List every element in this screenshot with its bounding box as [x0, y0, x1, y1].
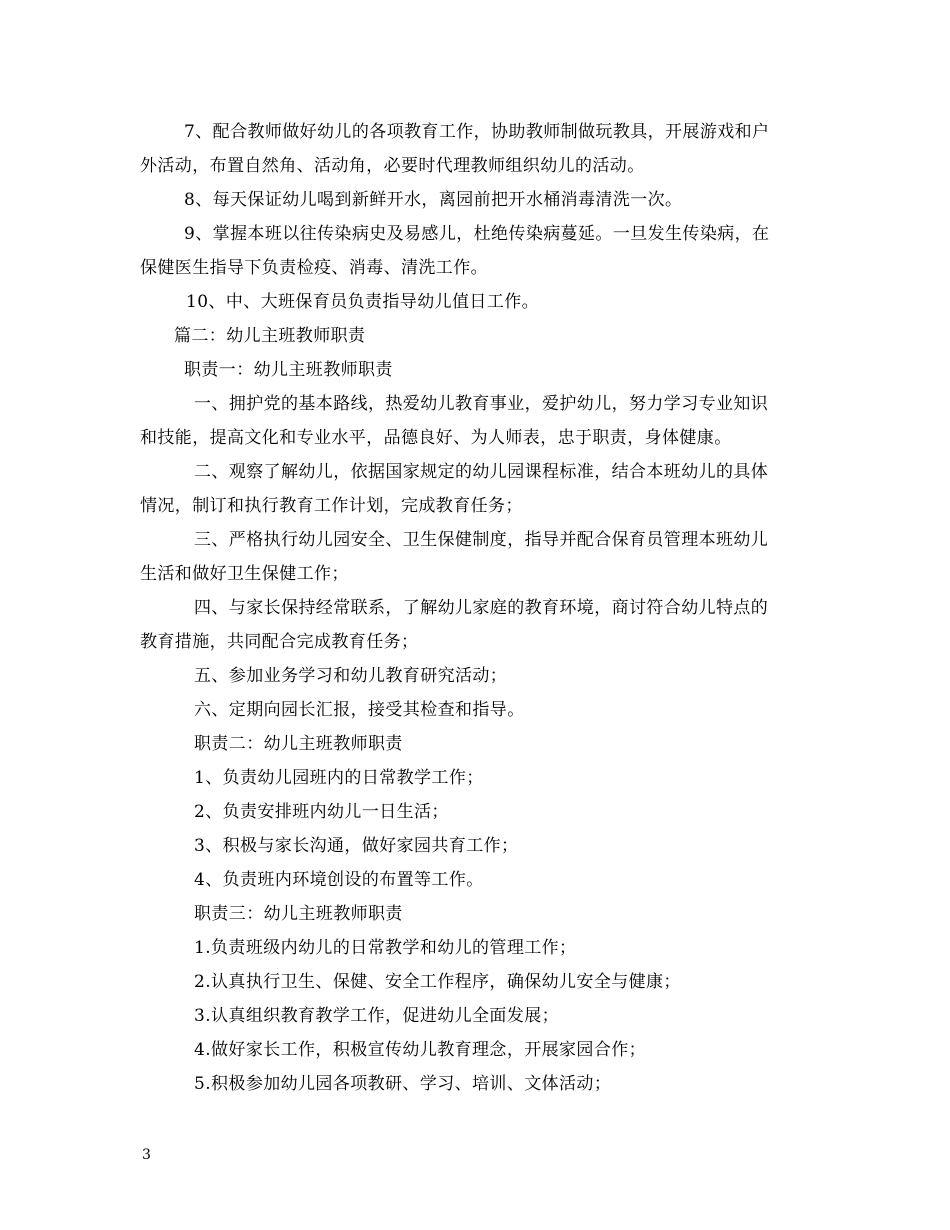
text-line: 1、负责幼儿园班内的日常教学工作； — [194, 768, 484, 788]
text-line: 情况，制订和执行教育工作计划，完成教育任务； — [140, 496, 523, 516]
text-line: 职责一：幼儿主班教师职责 — [184, 360, 393, 380]
text-line: 六、定期向园长汇报，接受其检查和指导。 — [194, 700, 525, 720]
text-line: 3.认真组织教育教学工作，促进幼儿全面发展； — [194, 1006, 560, 1026]
text-line: 2、负责安排班内幼儿一日生活； — [194, 802, 449, 822]
text-line: 生活和做好卫生保健工作； — [140, 564, 349, 584]
text-line: 9、掌握本班以往传染病史及易感儿，杜绝传染病蔓延。一旦发生传染病，在 — [184, 224, 770, 244]
text-line: 5.积极参加幼儿园各项教研、学习、培训、文体活动； — [194, 1074, 612, 1094]
text-line: 篇二：幼儿主班教师职责 — [174, 326, 366, 346]
text-line: 4.做好家长工作，积极宣传幼儿教育理念，开展家园合作； — [194, 1040, 647, 1060]
text-line: 8、每天保证幼儿喝到新鲜开水，离园前把开水桶消毒清洗一次。 — [184, 190, 683, 210]
text-line: 和技能，提高文化和专业水平，品德良好、为人师表，忠于职责，身体健康。 — [140, 428, 732, 448]
page-number: 3 — [142, 1147, 151, 1163]
text-line: 4、负责班内环境创设的布置等工作。 — [194, 870, 484, 890]
text-line: 五、参加业务学习和幼儿教育研究活动； — [194, 666, 508, 686]
text-line: 1.负责班级内幼儿的日常教学和幼儿的管理工作； — [194, 938, 577, 958]
text-line: 职责二：幼儿主班教师职责 — [194, 734, 403, 754]
text-line: 三、严格执行幼儿园安全、卫生保健制度，指导并配合保育员管理本班幼儿 — [194, 530, 769, 550]
text-line: 2.认真执行卫生、保健、安全工作程序，确保幼儿安全与健康； — [194, 972, 681, 992]
text-line: 保健医生指导下负责检疫、消毒、清洗工作。 — [140, 258, 488, 278]
text-line: 一、拥护党的基本路线，热爱幼儿教育事业，爱护幼儿，努力学习专业知识 — [194, 394, 769, 414]
text-line: 外活动，布置自然角、活动角，必要时代理教师组织幼儿的活动。 — [140, 156, 645, 176]
text-line: 职责三：幼儿主班教师职责 — [194, 904, 403, 924]
text-line: 教育措施，共同配合完成教育任务； — [140, 632, 419, 652]
text-line: 四、与家长保持经常联系，了解幼儿家庭的教育环境，商讨符合幼儿特点的 — [194, 598, 769, 618]
text-line: 10、中、大班保育员负责指导幼儿值日工作。 — [186, 292, 540, 312]
text-line: 二、观察了解幼儿，依据国家规定的幼儿园课程标准，结合本班幼儿的具体 — [194, 462, 769, 482]
text-line: 7、配合教师做好幼儿的各项教育工作，协助教师制做玩教具，开展游戏和户 — [184, 122, 770, 142]
document-body — [140, 115, 820, 1101]
text-line: 3、积极与家长沟通，做好家园共育工作； — [194, 836, 519, 856]
